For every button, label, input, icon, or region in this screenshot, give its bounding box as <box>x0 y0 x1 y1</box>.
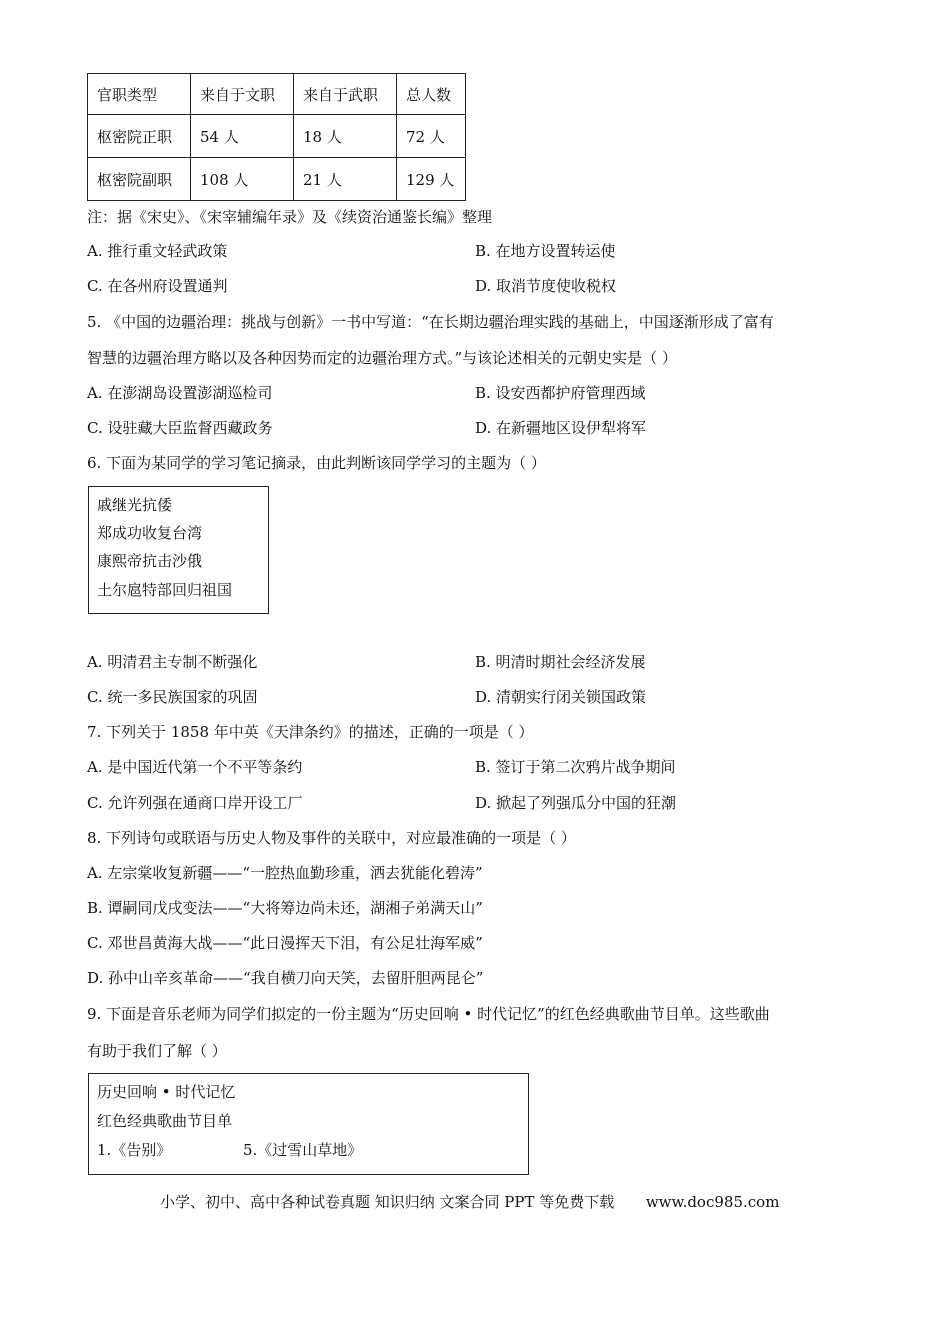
song-program-box <box>88 1073 529 1175</box>
note-item: 郑成功收复台湾 <box>97 524 203 542</box>
q6-stem: 6. 下面为某同学的学习笔记摘录，由此判断该同学学习的主题为（ ） <box>87 454 546 472</box>
q4-option-b: B. 在地方设置转运使 <box>475 242 616 260</box>
q4-option-a: A. 推行重文轻武政策 <box>87 242 228 260</box>
q4-option-d: D. 取消节度使收税权 <box>475 277 617 295</box>
q8-option-a: A. 左宗棠收复新疆——“一腔热血勤珍重，洒去犹能化碧涛” <box>87 864 483 882</box>
note-item: 戚继光抗倭 <box>97 496 173 514</box>
note-item: 康熙帝抗击沙俄 <box>97 552 203 570</box>
q9-stem-line2: 有助于我们了解（ ） <box>87 1042 227 1060</box>
q7-stem: 7. 下列关于 1858 年中英《天津条约》的描述，正确的一项是（ ） <box>87 723 534 741</box>
song-item: 1.《告别》 <box>97 1141 172 1159</box>
table-cell: 枢密院副职 <box>88 158 191 201</box>
table-cell: 72 人 <box>397 115 466 158</box>
q8-option-b: B. 谭嗣同戊戌变法——“大将筹边尚未还，湖湘子弟满天山” <box>87 899 483 917</box>
table-row <box>88 158 466 201</box>
q5-option-c: C. 设驻藏大臣监督西藏政务 <box>87 419 273 437</box>
page-footer <box>160 1192 779 1212</box>
table-cell: 枢密院正职 <box>88 115 191 158</box>
q7-option-c: C. 允许列强在通商口岸开设工厂 <box>87 794 303 812</box>
official-stats-table <box>87 73 466 201</box>
program-title: 历史回响 • 时代记忆 <box>97 1083 236 1101</box>
table-cell: 129 人 <box>397 158 466 201</box>
q8-stem: 8. 下列诗句或联语与历史人物及事件的关联中，对应最准确的一项是（ ） <box>87 829 576 847</box>
q6-option-b: B. 明清时期社会经济发展 <box>475 653 646 671</box>
table-row <box>88 115 466 158</box>
table-header-cell: 来自于文职 <box>191 74 294 115</box>
table-cell: 21 人 <box>294 158 397 201</box>
q4-option-c: C. 在各州府设置通判 <box>87 277 228 295</box>
q8-option-d: D. 孙中山辛亥革命——“我自横刀向天笑，去留肝胆两昆仑” <box>87 969 484 987</box>
q5-option-a: A. 在澎湖岛设置澎湖巡检司 <box>87 384 273 402</box>
table-header-cell: 官职类型 <box>88 74 191 115</box>
q7-option-b: B. 签订于第二次鸦片战争期间 <box>475 758 676 776</box>
q6-option-a: A. 明清君主专制不断强化 <box>87 653 258 671</box>
table-cell: 54 人 <box>191 115 294 158</box>
table-header-cell: 来自于武职 <box>294 74 397 115</box>
q6-option-d: D. 清朝实行闭关锁国政策 <box>475 688 647 706</box>
study-notes-box <box>88 486 269 614</box>
note-item: 土尔扈特部回归祖国 <box>97 581 233 599</box>
table-cell: 18 人 <box>294 115 397 158</box>
q7-option-a: A. 是中国近代第一个不平等条约 <box>87 758 303 776</box>
table-note: 注：据《宋史》、《宋宰辅编年录》及《续资治通鉴长编》整理 <box>87 208 493 226</box>
q8-option-c: C. 邓世昌黄海大战——“此日漫挥天下泪，有公足壮海军威” <box>87 934 483 952</box>
footer-website-link[interactable]: www.doc985.com <box>645 1193 780 1211</box>
q5-stem-line2: 智慧的边疆治理方略以及各种因势而定的边疆治理方式。”与该论述相关的元朝史实是（ ） <box>87 349 677 367</box>
footer-text: 小学、初中、高中各种试卷真题 知识归纳 文案合同 PPT 等免费下载 <box>160 1193 615 1211</box>
q9-stem-line1: 9. 下面是音乐老师为同学们拟定的一份主题为“历史回响 • 时代记忆”的红色经典歌曲节目单。这些歌曲 <box>87 1005 770 1023</box>
q5-option-b: B. 设安西都护府管理西域 <box>475 384 646 402</box>
program-subtitle: 红色经典歌曲节目单 <box>97 1112 233 1130</box>
table-header-cell: 总人数 <box>397 74 466 115</box>
q5-stem-line1: 5. 《中国的边疆治理：挑战与创新》一书中写道：“在长期边疆治理实践的基础上，中国逐渐形成了富有 <box>87 313 774 331</box>
table-header-row <box>88 74 466 115</box>
q7-option-d: D. 掀起了列强瓜分中国的狂潮 <box>475 794 677 812</box>
q6-option-c: C. 统一多民族国家的巩固 <box>87 688 258 706</box>
q5-option-d: D. 在新疆地区设伊犁将军 <box>475 419 647 437</box>
table-cell: 108 人 <box>191 158 294 201</box>
song-item: 5.《过雪山草地》 <box>243 1141 363 1159</box>
